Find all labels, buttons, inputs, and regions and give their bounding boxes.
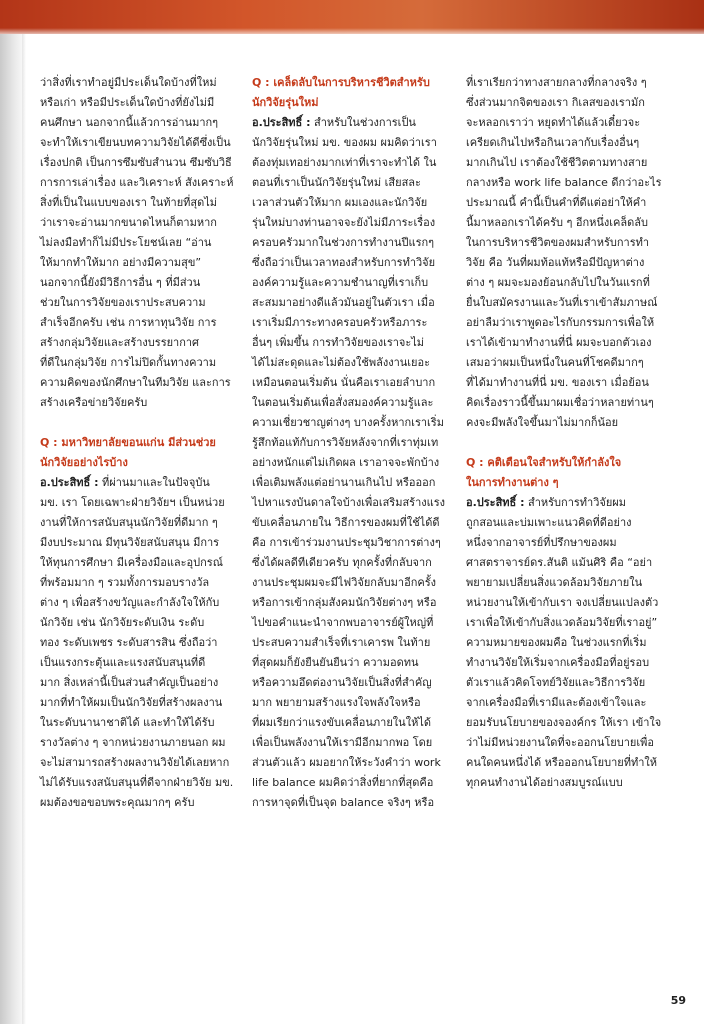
question-heading: Q : มหาวิทยาลัยขอนแก่น มีส่วนช่วย นักวิจัยอย่างไรบ้าง: [40, 436, 216, 469]
text-column-1: [40, 73, 236, 813]
page-spine-shadow: [0, 34, 26, 1024]
answer-paragraph: [252, 113, 448, 813]
answer-text: สำหรับการทำวิจัยผม ถูกสอนและบ่มเพาะแนวคิดที่ดีอย่าง หนึ่งจากอาจารย์ที่ปรึกษาของผม ศาสตราจารย์ดร.สันติ แม้นศิริ คือ “อย่า พยายามเปลี่ยนสิ่งแวดล้อมวิจัยภายใน หน่วยงานให้เข้ากับเรา จงเปลี่ยนแปลงตัว เราเพื่อให้เข้ากับสิ่งแวดล้อมวิจัยที่เราอยู่” ความหมายของผมคือ ในช่วงแรกที่เริ่ม ทำงานวิจัยให้เริ่มจากเครื่องมือที่อยู่รอบ ตัวเราแล้วคิดโจทย์วิจัยและวิธีการวิจัย จากเครื่องมือที่เรามีและต้องเข้าใจและ ยอมรับนโยบายของจองค์กร ให้เรา เข้าใจ ว่าไม่มีหน่วยงานใดที่จะออกนโยบายเพื่อ คนใดคนหนึ่งได้ หรือออกนโยบายที่ทำให้ ทุกคนทำงานได้อย่างสมบูรณ์แบบ: [466, 496, 662, 789]
body-paragraph: ว่าสิ่งที่เราทำอยู่มีประเด็นใดบ้างที่ใหม่ หรือเก่า หรือมีประเด็นใดบ้างที่ยังไม่มี คนศึกษา นอกจากนี้แล้วการอ่านมากๆ จะทำให้เราเขียนบทความวิจัยได้ดีซึ่งเป็น เรื่องปกติ เป็นการซึมซับสำนวน ซึมซับวิธี การการเล่าเรื่อง และวิเคราะห์ สังเคราะห์ สิ่งที่เป็นในแบบของเรา ในท้ายที่สุดไม่ ว่าเราจะอ่านมากขนาดไหนก็ตามหาก ไม่ลงมือทำก็ไม่มีประโยชน์เลย “อ่าน ให้มากทำให้มาก อย่างมีความสุข” นอกจากนี้ยังมีวิธีการอื่น ๆ ที่มีส่วน ช่วยในการวิจัยของเราประสบความ สำเร็จอีกครับ เช่น การหาทุนวิจัย การ สร้างกลุ่มวิจัยและสร้างบรรยากาศ ที่ดีในกลุ่มวิจัย การไม่ปิดกั้นทางความ ความคิดของนักศึกษาในทีมวิจัย และการ สร้างเครือข่ายวิจัยครับ: [40, 76, 234, 409]
answer-text: สำหรับในช่วงการเป็น นักวิจัยรุ่นใหม่ มข. ของผม ผมคิดว่าเรา ต้องทุ่มเทอย่างมากเท่าที่เราจะทำได้ ใน ตอนที่เราเป็นนักวิจัยรุ่นใหม่ เสียสละ เวลาส่วนตัวให้มาก ผมเองและนักวิจัย รุ่นใหม่บางท่านอาจจะยังไม่มีภาระเรื่อง ครอบครัวมากในช่วงการทำงานปีแรกๆ ซึ่งถือว่าเป็นเวลาทองสำหรับการทำวิจัย องค์ความรู้และความชำนาญที่เราเก็บ สะสมมาอย่างดีแล้วมันอยู่ในตัวเรา เมื่อ เราเริ่มมีภาระทางครอบครัวหรือภาระ อื่นๆ เพิ่มขึ้น การทำวิจัยของเราจะไม่ ได้ไม่สะดุดและไม่ต้องใช้พลังงานเยอะ เหมือนตอนเริ่มต้น นั่นคือเราเอยลำบาก ในตอนเริ่มต้นเพื่อสั่งสมองค์ความรู้และ ความเชี่ยวชาญต่างๆ บางครั้งหากเราเริ่ม รู้สึกท้อแท้กับการวิจัยหลังจากที่เราทุ่มเท อย่างหนักแต่ไม่เกิดผล เราอาจจะพักบ้าง เพื่อเติมพลังแต่อย่านานเกินไป หรือออก ไปหาแรงบันดาลใจบ้างเพื่อเสริมสร้างแรง ขับเคลื่อนภายใน วิธีการของผมที่ใช้ได้ดี คือ การเข้าร่วมงานประชุมวิชาการต่างๆ ซึ่งได้ผลดีทีเดียวครับ ทุกครั้งที่กลับจาก งานประชุมผมจะมีไฟวิจัยกลับมาอีกครั้ง หรือการเข้ากลุ่มสังคมนักวิจัยต่างๆ หรือ ไปขอคำแนะนำจากพบอาจารย์ผู้ใหญ่ที่ ประสบความสำเร็จที่เราเคารพ ในท้าย ที่สุดผมก็ยังยืนยันยืนว่า ความอดทน หรือความอึดต่องานวิจัยเป็นสิ่งที่สำคัญ มาก พยายามสร้างแรงใจพลังใจหรือ ที่ผมเรียกว่าแรงขับเคลื่อนภายในให้ได้ เพื่อเป็นพลังงานให้เรามีอีกมากพอ โดย ส่วนตัวแล้ว ผมอยากให้ระวังคำว่า work life balance ผมคิดว่าสิ่งที่ยากที่สุดคือ การหาจุดที่เป็นจุด balance จริงๆ หรือ: [252, 116, 446, 809]
speaker-label: อ.ประสิทธิ์ :: [252, 116, 311, 129]
text-column-3: [466, 73, 662, 793]
answer-paragraph: [466, 493, 662, 793]
answer-text: ที่ผ่านมาและในปัจจุบัน มข. เรา โดยเฉพาะฝ่ายวิจัยฯ เป็นหน่วย งานที่ให้การสนับสนุนนักวิจัยที่ดีมาก ๆ มีงบประมาณ มีทุนวิจัยสนับสนุน มีการ ให้ทุนการศึกษา มีเครื่องมือและอุปกรณ์ ที่พร้อมมาก ๆ รวมทั้งการมอบรางวัล ต่าง ๆ เพื่อสร้างขวัญและกำลังใจให้กับ นักวิจัย เช่น นักวิจัยระดับเงิน ระดับ ทอง ระดับเพชร ระดับสารสิน ซึ่งถือว่า เป็นแรงกระตุ้นและแรงสนับสนุนที่ดี มาก สิ่งเหล่านี้เป็นส่วนสำคัญเป็นอย่าง มากที่ทำให้ผมเป็นนักวิจัยที่สร้างผลงาน ในระดับนานาชาติได้ และทำให้ได้รับ รางวัลต่าง ๆ จากหน่วยงานภายนอก ผม จะไม่สามารถสร้างผลงานวิจัยได้เลยหาก ไม่ได้รับแรงสนับสนุนที่ดีจากฝ่ายวิจัย มข. ผมต้องขอขอบพระคุณมากๆ ครับ: [40, 476, 234, 809]
speaker-label: อ.ประสิทธิ์ :: [466, 496, 525, 509]
speaker-label: อ.ประสิทธิ์ :: [40, 476, 99, 489]
answer-paragraph: [40, 473, 236, 813]
page-number: 59: [670, 994, 686, 1007]
question-heading: Q : คติเตือนใจสำหรับให้กำลังใจ ในการทำงานต่าง ๆ: [466, 456, 622, 489]
question-heading: Q : เคล็ดลับในการบริหารชีวิตสำหรับ นักวิจัยรุ่นใหม่: [252, 76, 430, 109]
top-banner: [0, 0, 704, 34]
body-paragraph: ที่เราเรียกว่าทางสายกลางที่กลางจริง ๆ ซึ่งส่วนมากจิตของเรา กิเลสของเรามัก จะหลอกเราว่า หยุดทำได้แล้วเดี๋ยวจะ เครียดเกินไปหรือกินเวลากับเรื่องอื่นๆ มากเกินไป เราต้องใช้ชีวิตตามทางสาย กลางหรือ work life balance ดีกว่าอะไร ประมาณนี้ คำนี้เป็นคำที่ดีแต่อย่าให้คำ นี้มาหลอกเราได้ครับ ๆ อีกหนึ่งเคล็ดลับ ในการบริหารชีวิตของผมสำหรับการทำ วิจัย คือ วันที่ผมท้อแท้หรือมีปัญหาต่าง ต่าง ๆ ผมจะมองย้อนกลับไปในวันแรกที่ ยื่นใบสมัครงานและวันที่เราเข้าสัมภาษณ์ อย่าลืมว่าเราพูดอะไรกับกรรมการเพื่อให้ เราได้เข้ามาทำงานที่นี่ ผมจะบอกตัวเอง เสมอว่าผมเป็นหนึ่งในคนที่โชคดีมากๆ ที่ได้มาทำงานที่นี่ มข. ของเรา เมื่อย้อน คิดเรื่องราวนี้ขึ้นมาผมเชื่อว่าหลายท่านๆ คงจะมีพลังใจขึ้นมาไม่มากก็น้อย: [466, 76, 662, 429]
text-column-2: [252, 73, 448, 813]
